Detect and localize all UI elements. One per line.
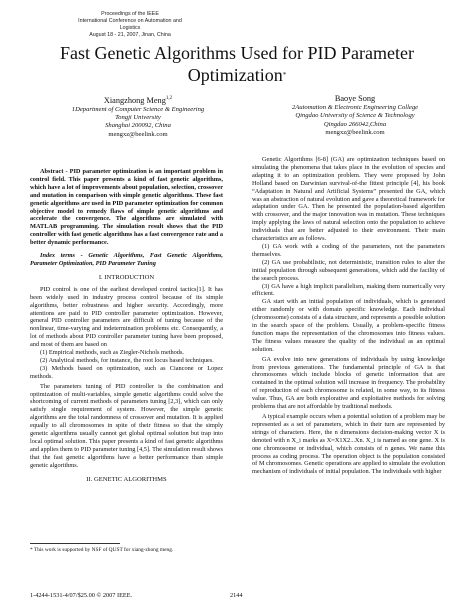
section-heading: II. GENETIC ALGORITHMS (86, 475, 167, 483)
author-block-1 (53, 93, 223, 139)
paragraph: The parameters tuning of PID controller is the combination and optimization of multi-variables, simple genetic algorithms could solve the shortcoming of current methods of parameters tuning [2,3], which can only satisfy single requirement of system. However, the simple genetic algorithms are the total randomness of crossover and mutation. It is applied equally to all chromosomes in spite of their fitness so that the simply genetic algorithms usually cannot get global optimal solution but trap into local optimal solution. This paper presents a kind of fast genetic algorithms and applies them to PID parameter tuning [4,5]. The simulation result shows that the fast genetic algorithms have a better performance than simple genetic algorithms. (30, 382, 223, 469)
author-email: mengxz@beelink.com (108, 130, 168, 138)
author-affiliation: Qingdao 266042,China (323, 120, 387, 128)
page-number: 2144 (230, 592, 243, 599)
list-item: (2) GA use probabilistic, not deterministic, transition rules to alter the initial population through subsequent generations, which add the facility of the search process. (252, 258, 445, 282)
paragraph: A typical example occurs when a potential solution of a problem may be represented as a set of parameters, which in their turn are represented by strings of characters. Here, the n dimensions decision-making vector X is denoted with n X_i marks as X=X1X2...Xn. X_i is named as one gene. X is one chromosome or individual, which consists of n genes. We name this process as coding process. The operation object is the population consisted of M chromosomes. Genetic operations are applied to simulate the evolution mechanism of individuals of initial population. The individuals with higher (252, 413, 445, 476)
paragraph: GA start with an initial population of individuals, which is generated either randomly or with domain specific knowledge. Each individual (chromosome) consists of a data structure, and represents a possible solution in the search space of the problem. Usually, a problem-specific fitness function maps the representation of the chromosomes into fitness values. The fitness values measure the quality of the individual as an optimal solution. (252, 298, 445, 353)
author-affiliation: 2Automation & Electronic Engineering College (291, 104, 419, 111)
title-line-1: Fast Genetic Algorithms Used for PID Parameter (60, 43, 414, 63)
list-item: (1) Empirical methods, such as Ziegler-Nichols methods. (40, 349, 184, 357)
list-item: (3) Methods based on optimization, such as Ciancone or Lopez methods. (30, 364, 223, 380)
author-affiliation: Shanghai 200092, China (105, 122, 171, 130)
paper-title (40, 42, 434, 86)
author-name: Baoye Song (334, 94, 376, 103)
author-name (53, 93, 223, 106)
list-item: (3) GA have a high implicit parallelism, making them numerically very efficient. (252, 282, 445, 298)
paragraph: Genetic Algorithms [6-8] (GA) are optimization techniques based on simulating the phenomena that takes place in the evolution of species and adapting it to an optimization problem. They were proposed by John Holland based on Darwinian survival-of-the fittest principle [4], his book “Adaptation in Natural and Artificial Systems” presented the GA, which was an abstraction of natural evolution and gave a theoretical framework for adaptation under GA. Then he presented the population-based algorithm with crossover, and the major innovation was in mutation. These techniques imply applying the laws of natural selection onto the population to achieve individuals that are better adjusted to their environment. Their main characteristics are as follows. (252, 156, 445, 243)
title-line-2-text: Optimization (187, 65, 283, 85)
proceedings-header (70, 11, 190, 39)
paragraph: PID control is one of the earliest developed control tactics[1]. It has been widely used in industry process control because of its simple algorithms, better robustness and higher security. Accordingly, more attentions are paid to PID controller parameter optimization. However, general PID controller parameters are difficult of tuning because of the nonlinear, time-varying and indetermination problems etc. Consequently, a lot of methods about PID controller parameter tuning have been proposed, and most of them are based on (30, 285, 223, 349)
right-column (252, 156, 445, 476)
abstract: Abstract - PID parameter optimization is an important problem in control field. This paper presents a kind of fast genetic algorithms, which have a lot of improvements about population, selection, crossover and mutation in comparison with simple genetic algorithms. These fast genetic algorithms are used in PID parameter optimization for common objective model to remedy flaws of simple genetic algorithms and accelerate the convergence. The algorithms are simulated with MATLAB programming. The simulation result shows that the PID controller with fast genetic algorithms has a fast convergence rate and a better dynamic performance. (30, 168, 223, 247)
title-footnote-mark: * (282, 71, 287, 79)
author-affiliation-mark: 1,2 (165, 96, 173, 101)
list-item: (2) Analytical methods, for instance, the root locus based techniques. (40, 356, 214, 364)
left-column (30, 168, 223, 488)
list-item: (1) GA work with a coding of the parameters, not the parameters themselves. (252, 242, 445, 258)
author-affiliation: 1Department of Computer Science & Engineering (71, 105, 205, 113)
copyright-line: 1-4244-1531-4/07/$25.00 © 2007 IEEE. (30, 592, 133, 599)
section-heading: I. INTRODUCTION (98, 273, 155, 281)
header-line: August 18 - 21, 2007, Jinan, China (89, 32, 171, 38)
header-line: Proceedings of the IEEE (101, 11, 159, 17)
footnote: * This work is supported by NSF of QUST for xiang-zhong meng. (30, 547, 174, 553)
index-terms: Index terms - Genetic Algorithms, Fast Genetic Algorithms, Parameter Optimization, PID Parameter Tuning (30, 252, 223, 267)
author-affiliation: Tongji University (115, 114, 161, 122)
author-name-text: Xiangzhong Meng (103, 95, 166, 105)
footnote-divider (30, 543, 120, 544)
author-email: mengxz@beelink.com (325, 128, 385, 136)
author-block-2 (270, 93, 440, 137)
header-line: International Conference on Automation and Logistics (78, 18, 182, 31)
paragraph: GA evolve into new generations of individuals by using knowledge from previous generations. The fundamental principle of GA is that chromosomes which include blocks of genetic information that are contained in the optimal solution will increase in frequency. The probability of reproduction of each chromosome is related, in some way, to its fitness value. Thus, GA are both explorative and exploitative methods for solving problems that are not affordable by traditional methods. (252, 355, 445, 411)
title-line-2 (40, 64, 434, 86)
author-affiliation: Qingdao University of Science & Technology (295, 112, 415, 120)
